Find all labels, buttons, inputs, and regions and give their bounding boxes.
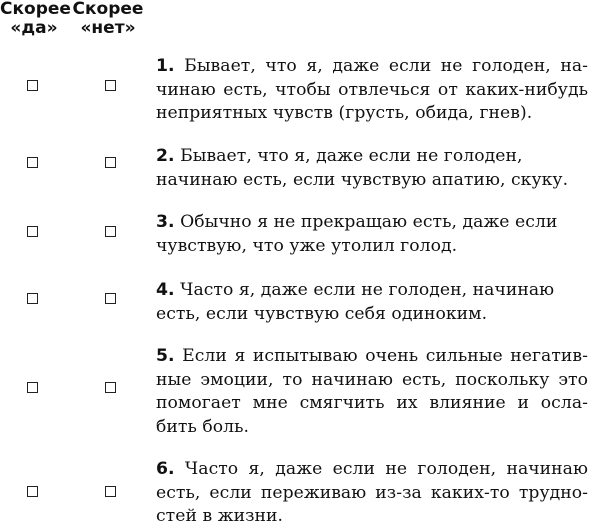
question-number-5: 5.	[156, 346, 175, 366]
question-6-line-2: есть, если переживаю из-за каких-то трудно-	[156, 482, 588, 503]
question-1-line-2: чинаю есть, чтобы отвлечься от каких-нибудь	[156, 79, 588, 100]
question-1-line-1: 1. Бывает, что я, даже если не голоден, на-	[156, 56, 588, 76]
question-3-line-1: 3. Обычно я не прекращаю есть, даже если	[156, 212, 558, 232]
question-number-1: 1.	[156, 56, 175, 76]
question-4-line-1: 4. Часто я, даже если не голоден, начинаю	[156, 280, 555, 300]
question-text-4	[156, 279, 588, 326]
column-header-yes-line-2: «да»	[10, 18, 58, 38]
checkbox-yes-4[interactable]	[27, 293, 38, 304]
column-header-no-line-1: Скорее	[72, 0, 144, 19]
question-5-line-4: бить боль.	[156, 416, 250, 437]
question-text-1	[156, 55, 588, 126]
question-number-6: 6.	[156, 459, 175, 479]
checkbox-no-2[interactable]	[105, 157, 116, 168]
checkbox-no-6[interactable]	[105, 486, 116, 497]
question-2-line-1: 2. Бывает, что я, даже если не голоден,	[156, 146, 523, 166]
question-2-line-2: начинаю есть, если чувствую апатию, скуку.	[156, 169, 569, 190]
checkbox-yes-6[interactable]	[27, 486, 38, 497]
question-1-line-3: неприятных чувств (грусть, обида, гнев).	[156, 103, 533, 123]
question-number-3: 3.	[156, 212, 175, 232]
question-4-line-2: есть, если чувствую себя одиноким.	[156, 303, 488, 324]
question-text-2	[156, 145, 588, 192]
column-header-yes	[0, 0, 71, 38]
column-header-no-line-2: «нет»	[80, 18, 136, 38]
question-text-6	[156, 458, 588, 529]
question-6-line-1: 6. Часто я, даже если не голоден, начинаю	[156, 459, 588, 479]
checkbox-no-3[interactable]	[105, 226, 116, 237]
question-number-4: 4.	[156, 280, 175, 300]
question-5-line-1: 5. Если я испытываю очень сильные негатив-	[156, 346, 588, 366]
checkbox-yes-2[interactable]	[27, 157, 38, 168]
question-3-line-2: чувствую, что уже утолил голод.	[156, 235, 458, 256]
question-text-3	[156, 211, 588, 258]
question-5-line-2: ные эмоции, то начинаю есть, поскольку это	[156, 369, 588, 390]
column-header-yes-line-1: Скорее	[0, 0, 71, 19]
checkbox-no-4[interactable]	[105, 293, 116, 304]
checkbox-yes-1[interactable]	[27, 80, 38, 91]
question-number-2: 2.	[156, 146, 175, 166]
question-text-5	[156, 345, 588, 439]
checkbox-yes-3[interactable]	[27, 226, 38, 237]
column-header-no	[72, 0, 144, 38]
checkbox-no-1[interactable]	[105, 80, 116, 91]
question-5-line-3: помогает мне смягчить их влияние и осла-	[156, 393, 588, 413]
checkbox-yes-5[interactable]	[27, 382, 38, 393]
question-6-line-3: стей в жизни.	[156, 506, 284, 526]
checkbox-no-5[interactable]	[105, 382, 116, 393]
